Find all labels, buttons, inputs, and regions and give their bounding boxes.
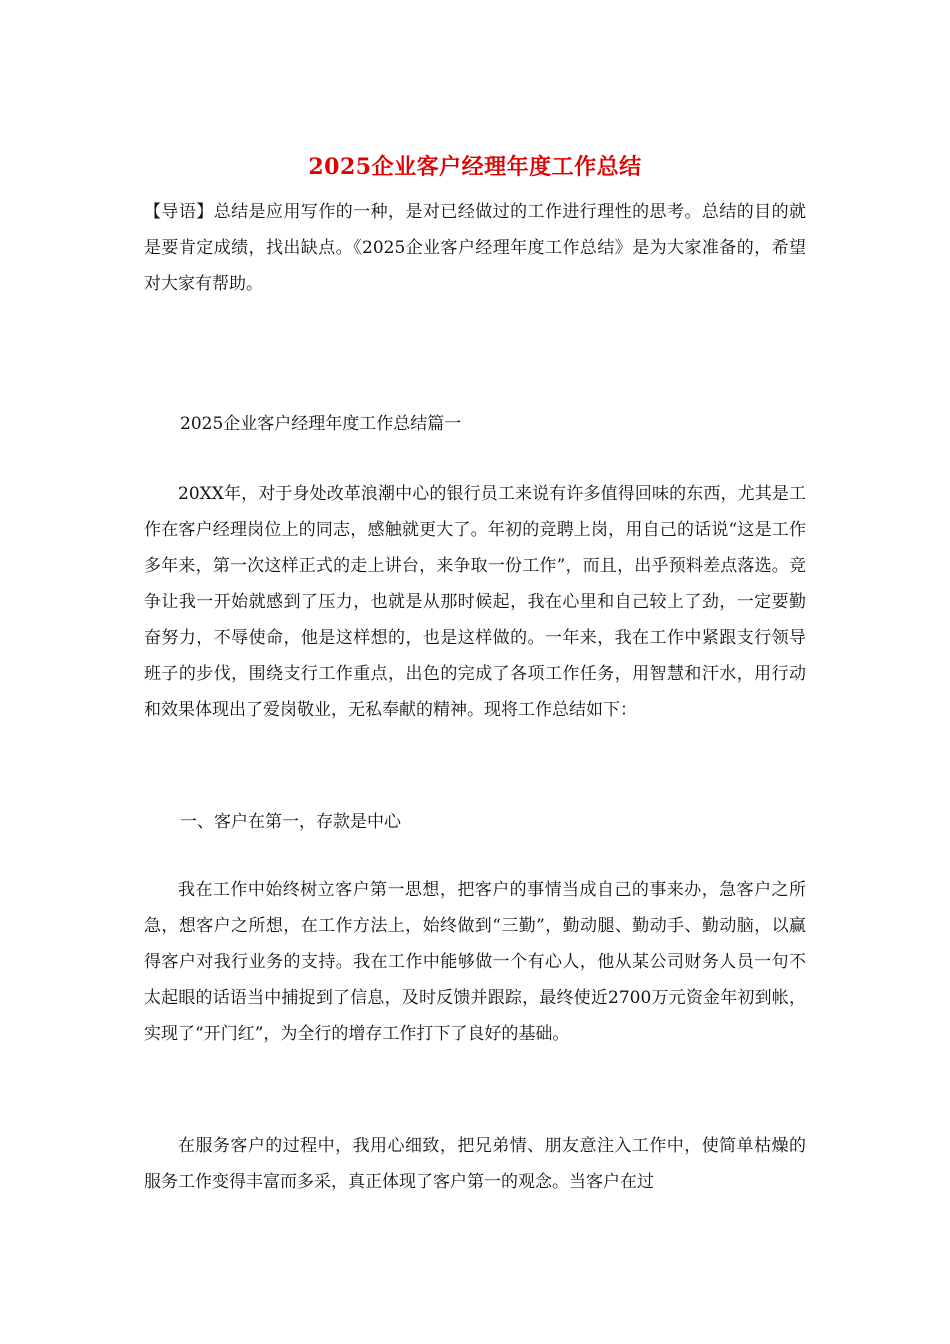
body-paragraph-3 (144, 1128, 806, 1200)
paragraph-text: 20XX年，对于身处改革浪潮中心的银行员工来说有许多值得回味的东西，尤其是工作在客户经理岗位上的同志，感触就更大了。年初的竞聘上岗，用自己的话说“这是工作多年来，第一次这样正式的走上讲台，来争取一份工作”，而且，出乎预料差点落选。竞争让我一开始就感到了压力，也就是从那时候起，我在心里和自己较上了劲，一定要勤奋努力，不辱使命，他是这样想的，也是这样做的。一年来，我在工作中紧跟支行领导班子的步伐，围绕支行工作重点，出色的完成了各项工作任务，用智慧和汗水，用行动和效果体现出了爱岗敬业，无私奉献的精神。现将工作总结如下： (144, 484, 806, 720)
paragraph-text: 我在工作中始终树立客户第一思想，把客户的事情当成自己的事来办，急客户之所急，想客户之所想，在工作方法上，始终做到“三勤”，勤动腿、勤动手、勤动脑，以赢得客户对我行业务的支持。我在工作中能够做一个有心人，他从某公司财务人员一句不太起眼的话语当中捕捉到了信息，及时反馈并跟踪，最终使近2700万元资金年初到帐，实现了“开门红”，为全行的增存工作打下了良好的基础。 (144, 880, 806, 1044)
subheading-customer-first: 一、客户在第一，存款是中心 (180, 812, 401, 832)
section-title: 2025企业客户经理年度工作总结篇一 (180, 414, 462, 434)
body-paragraph-1 (144, 476, 806, 728)
paragraph-text: 在服务客户的过程中，我用心细致，把兄弟情、朋友意注入工作中，使简单枯燥的服务工作变得丰富而多采，真正体现了客户第一的观念。当客户在过 (144, 1136, 806, 1192)
document-title: 2025企业客户经理年度工作总结 (308, 154, 642, 180)
intro-paragraph (144, 194, 806, 302)
intro-text: 【导语】总结是应用写作的一种，是对已经做过的工作进行理性的思考。总结的目的就是要肯定成绩，找出缺点。《2025企业客户经理年度工作总结》是为大家准备的，希望对大家有帮助。 (144, 202, 806, 294)
body-paragraph-2 (144, 872, 806, 1052)
